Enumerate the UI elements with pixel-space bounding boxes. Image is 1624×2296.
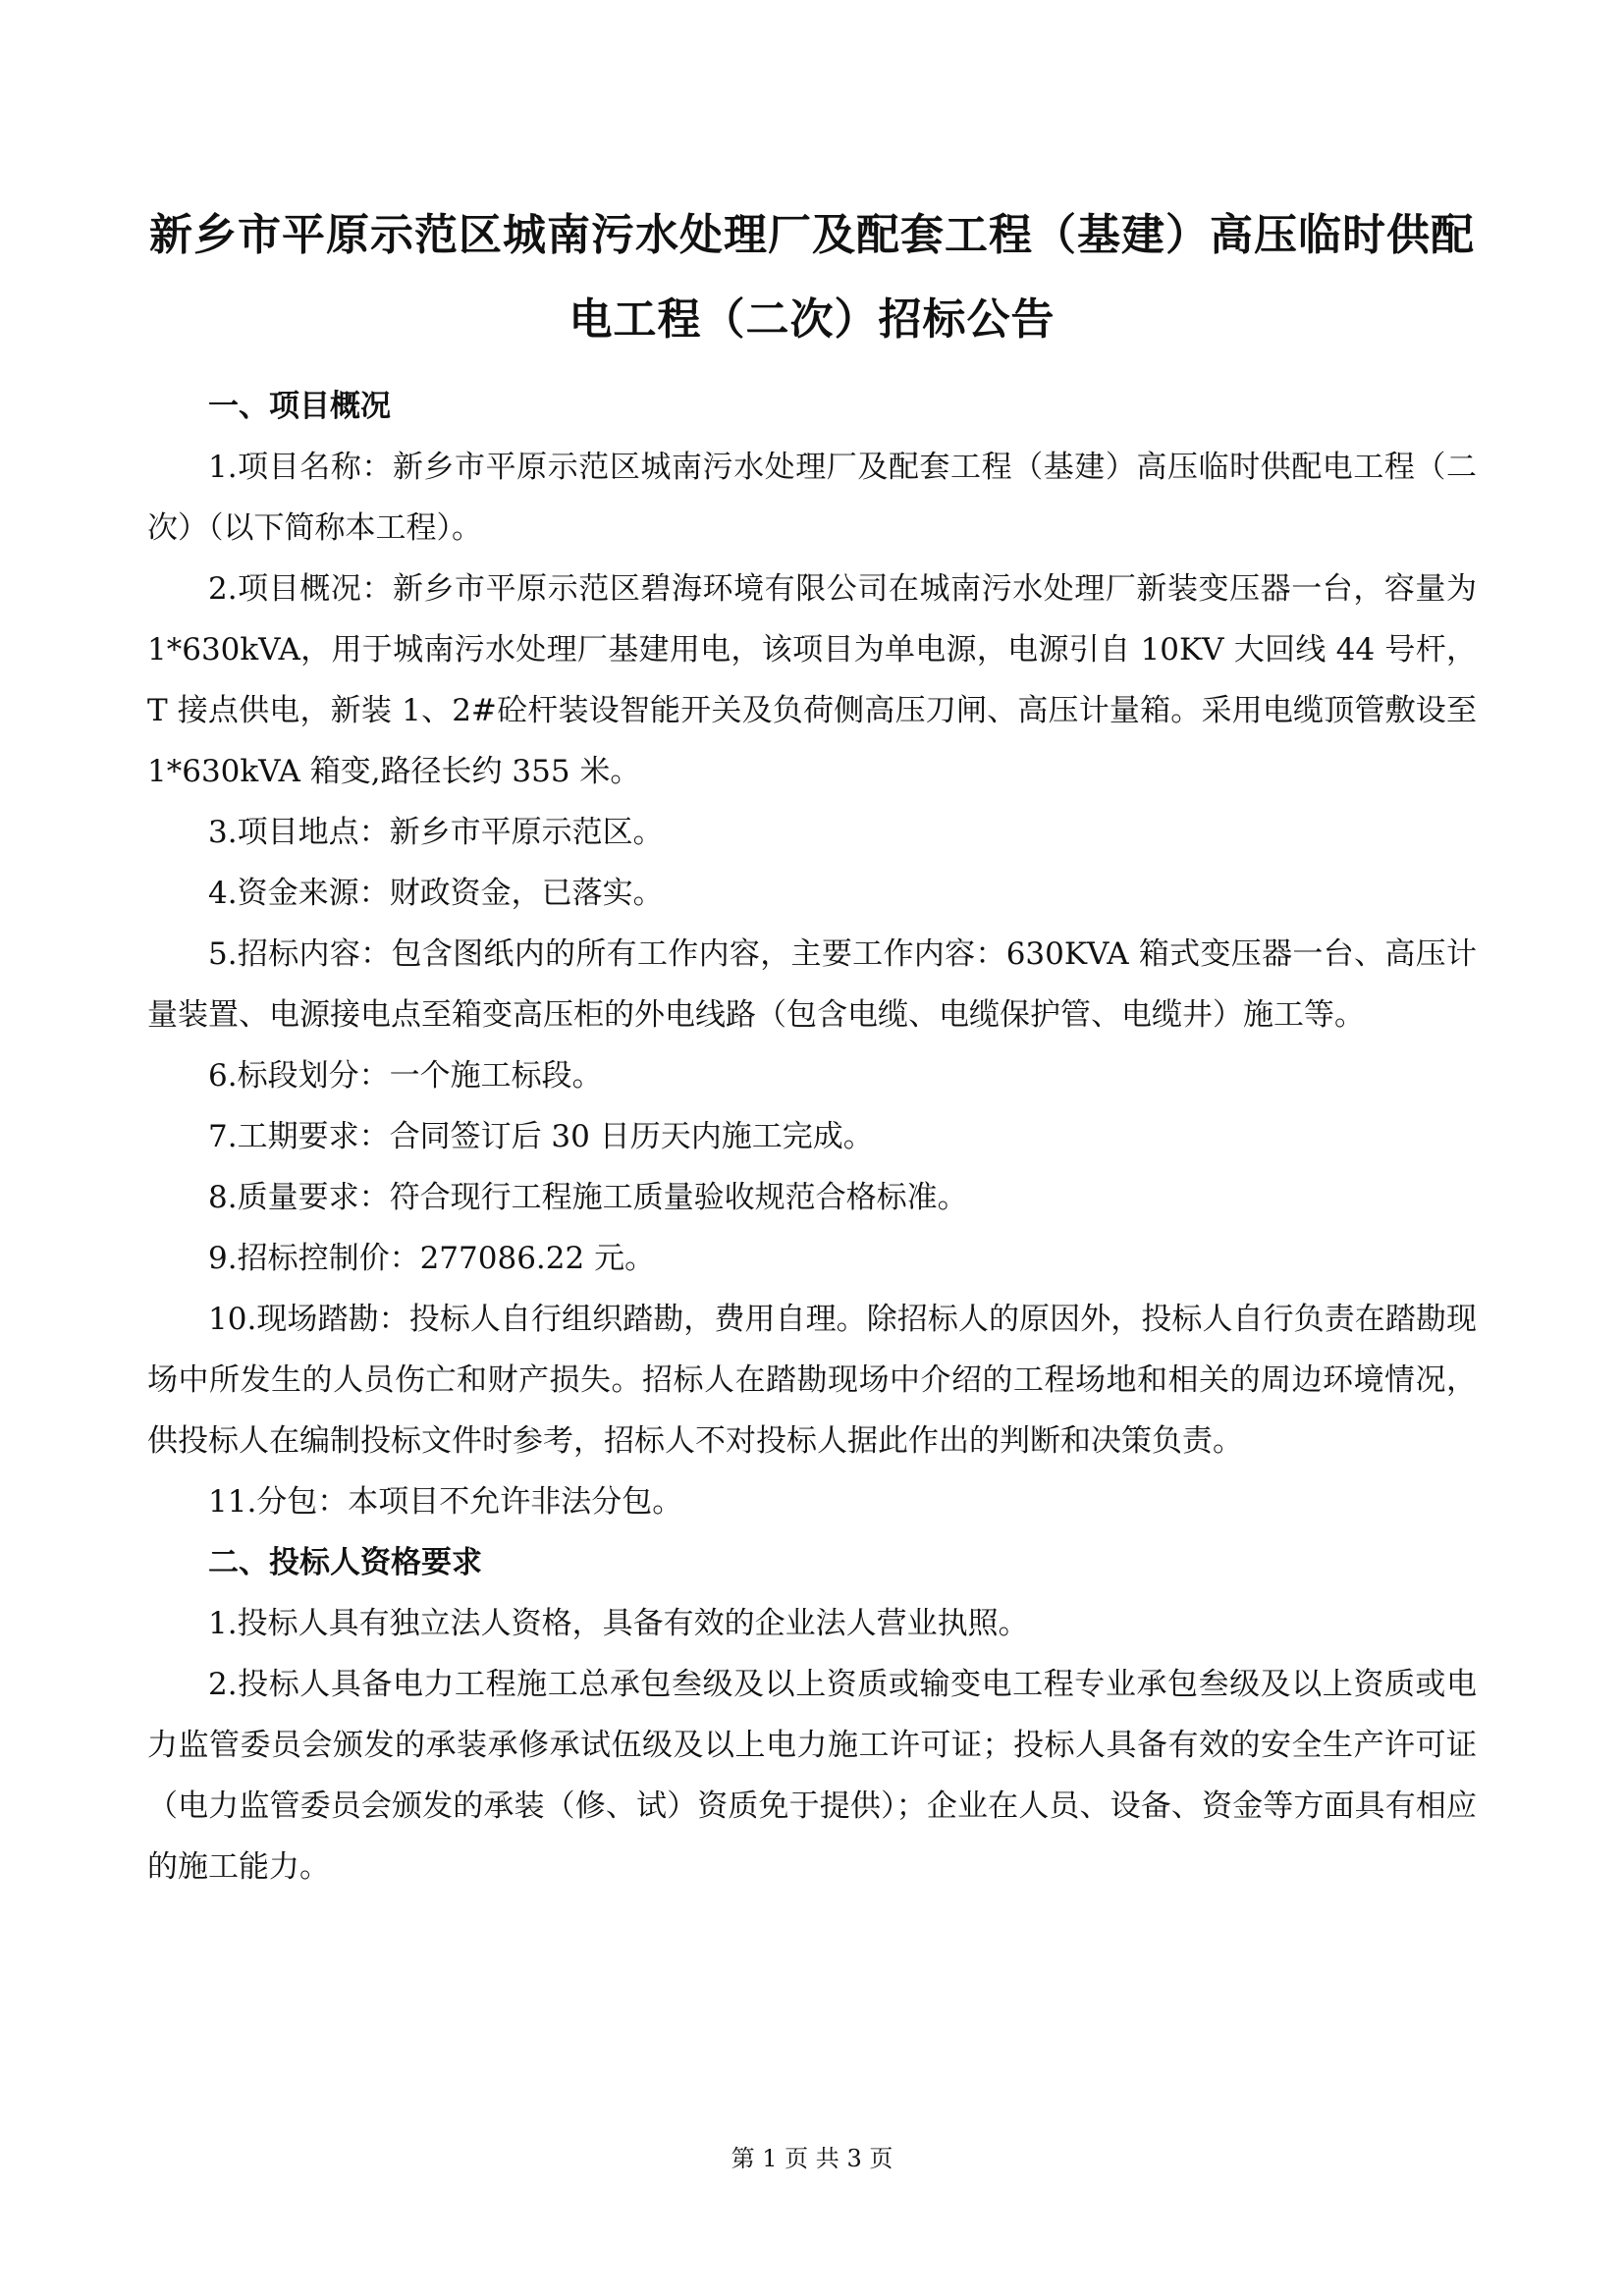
paragraph-subcontracting: 11.分包：本项目不允许非法分包。 [208, 1484, 683, 1520]
paragraph-legal-entity: 1.投标人具有独立法人资格，具备有效的企业法人营业执照。 [208, 1606, 1029, 1641]
section-heading-project-overview: 一、项目概况 [208, 389, 391, 424]
section-heading-bidder-qualifications: 二、投标人资格要求 [208, 1545, 482, 1580]
paragraph-project-summary: 2.项目概况：新乡市平原示范区碧海环境有限公司在城南污水处理厂新装变压器一台，容量为 1*630kVA，用于城南污水处理厂基建用电，该项目为单电源，电源引自 10KV 大回线 44 号杆，T 接点供电，新装 1、2#砼杆装设智能开关及负荷侧高压刀闸、高压计量箱。采用电缆顶管敷设至 1*630kVA 箱变,路径长约 355 米。 [147, 571, 1477, 789]
paragraph-project-location: 3.项目地点：新乡市平原示范区。 [208, 815, 664, 850]
document-title-line-1: 新乡市平原示范区城南污水处理厂及配套工程（基建）高压临时供配 [149, 210, 1475, 260]
paragraph-control-price: 9.招标控制价：277086.22 元。 [208, 1241, 656, 1276]
page-number-footer: 第 1 页 共 3 页 [731, 2145, 893, 2172]
paragraph-funding-source: 4.资金来源：财政资金，已落实。 [208, 876, 664, 911]
paragraph-duration: 7.工期要求：合同签订后 30 日历天内施工完成。 [208, 1119, 874, 1154]
paragraph-site-survey: 10.现场踏勘：投标人自行组织踏勘，费用自理。除招标人的原因外，投标人自行负责在踏勘现场中所发生的人员伤亡和财产损失。招标人在踏勘现场中介绍的工程场地和相关的周边环境情况，供投标人在编制投标文件时参考，招标人不对投标人据此作出的判断和决策负责。 [147, 1302, 1477, 1459]
paragraph-quality: 8.质量要求：符合现行工程施工质量验收规范合格标准。 [208, 1180, 968, 1215]
document-title-line-2: 电工程（二次）招标公告 [568, 294, 1056, 345]
paragraph-project-name: 1.项目名称：新乡市平原示范区城南污水处理厂及配套工程（基建）高压临时供配电工程（二次）（以下简称本工程）。 [147, 450, 1477, 546]
paragraph-section-division: 6.标段划分：一个施工标段。 [208, 1058, 603, 1094]
paragraph-qualification-certificates: 2.投标人具备电力工程施工总承包叁级及以上资质或输变电工程专业承包叁级及以上资质或电力监管委员会颁发的承装承修承试伍级及以上电力施工许可证；投标人具备有效的安全生产许可证（电力监管委员会颁发的承装（修、试）资质免于提供）；企业在人员、设备、资金等方面具有相应的施工能力。 [147, 1667, 1477, 1885]
document-body [147, 376, 1477, 1897]
paragraph-tender-content: 5.招标内容：包含图纸内的所有工作内容，主要工作内容：630KVA 箱式变压器一台、高压计量装置、电源接电点至箱变高压柜的外电线路（包含电缆、电缆保护管、电缆井）施工等。 [147, 936, 1477, 1033]
